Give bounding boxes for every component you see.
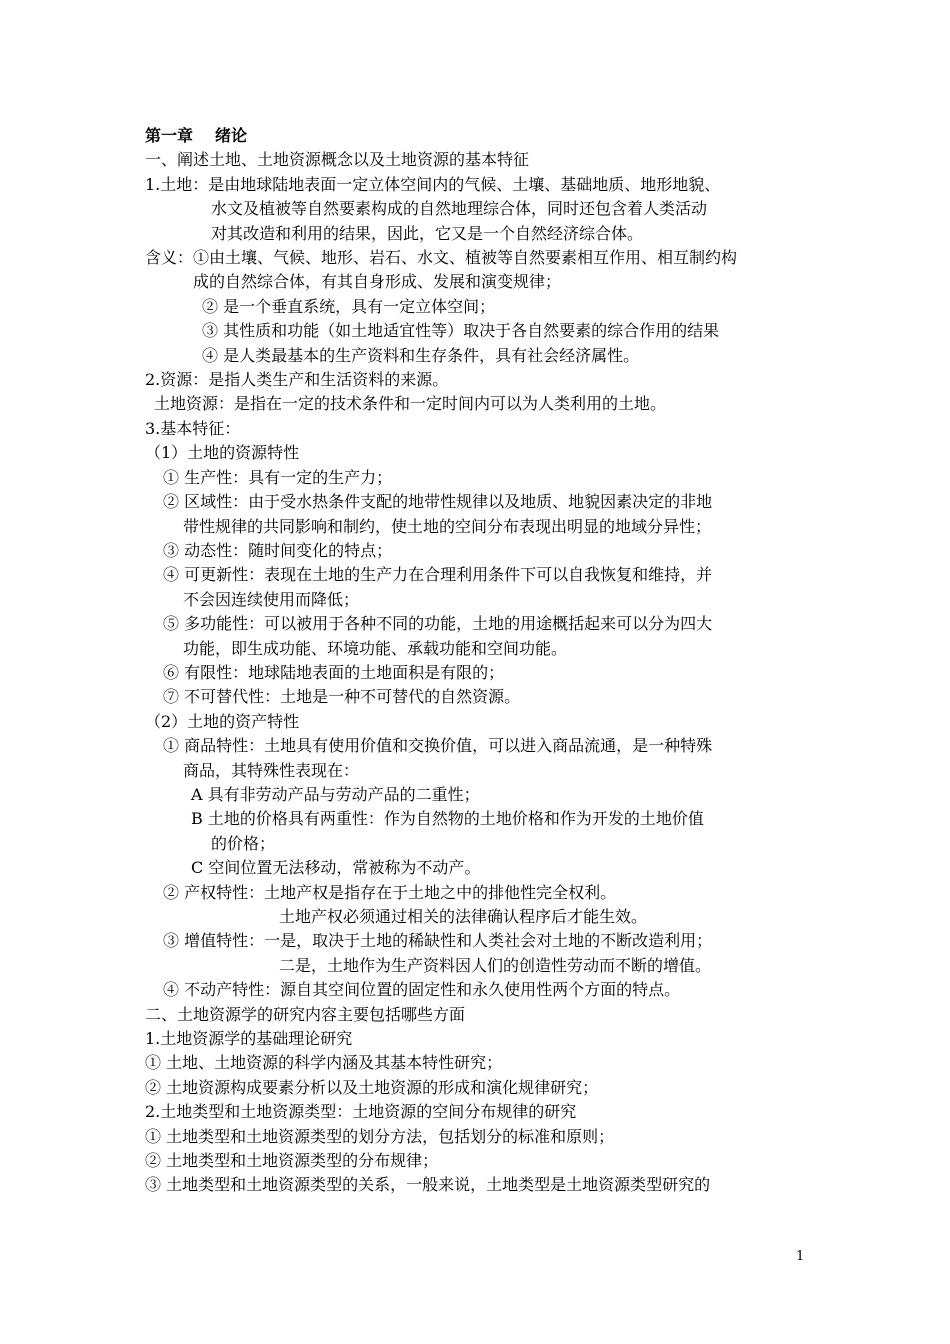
text-line: A 具有非劳动产品与劳动产品的二重性； — [191, 784, 480, 804]
text-line: 商品，其特殊性表现在： — [183, 760, 360, 780]
text-line: 含义：①由土壤、气候、地形、岩石、水文、植被等自然要素相互作用、相互制约构 — [145, 248, 738, 268]
text-line: ④ 可更新性：表现在土地的生产力在合理利用条件下可以自我恢复和维持，并 — [163, 565, 713, 585]
text-line: ③ 土地类型和土地资源类型的关系，一般来说，土地类型是土地资源类型研究的 — [145, 1175, 711, 1195]
text-line: 对其改造和利用的结果，因此，它又是一个自然经济综合体。 — [211, 223, 644, 243]
text-line: ② 产权特性：土地产权是指存在于土地之中的排他性完全权利。 — [163, 882, 617, 902]
text-line: （1）土地的资源特性 — [145, 443, 300, 463]
text-line: 2.资源：是指人类生产和生活资料的来源。 — [145, 370, 449, 390]
text-line: 2.土地类型和土地资源类型：土地资源的空间分布规律的研究 — [145, 1102, 577, 1122]
text-line: 3.基本特征： — [145, 418, 241, 438]
text-line: 一、阐述土地、土地资源概念以及土地资源的基本特征 — [145, 150, 530, 170]
text-line: ① 土地类型和土地资源类型的划分方法，包括划分的标准和原则； — [145, 1126, 615, 1146]
chapter-title: 绪论 — [215, 126, 248, 145]
text-line: ① 商品特性：土地具有使用价值和交换价值，可以进入商品流通，是一种特殊 — [163, 736, 713, 756]
text-line: ③ 动态性：随时间变化的特点； — [163, 540, 393, 560]
text-line: 二是，土地作为生产资料因人们的创造性劳动而不断的增值。 — [279, 955, 712, 975]
text-line: ② 区域性：由于受水热条件支配的地带性规律以及地质、地貌因素决定的非地 — [163, 492, 713, 512]
text-line: ① 生产性：具有一定的生产力； — [163, 467, 393, 487]
text-line: ④ 是人类最基本的生产资料和生存条件，具有社会经济属性。 — [202, 345, 640, 365]
text-line: ② 土地资源构成要素分析以及土地资源的形成和演化规律研究； — [145, 1077, 599, 1097]
text-line: 1.土地：是由地球陆地表面一定立体空间内的气候、土壤、基础地质、地形地貌、 — [145, 174, 721, 194]
text-line: 土地产权必须通过相关的法律确认程序后才能生效。 — [279, 907, 648, 926]
text-line: ② 土地类型和土地资源类型的分布规律； — [145, 1151, 439, 1171]
text-line: 1.土地资源学的基础理论研究 — [145, 1029, 353, 1049]
text-line: ⑦ 不可替代性：土地是一种不可替代的自然资源。 — [163, 687, 521, 707]
text-line: 成的自然综合体，有其自身形成、发展和演变规律； — [193, 272, 562, 292]
text-line: 功能，即生成功能、环境功能、承载功能和空间功能。 — [183, 638, 568, 658]
text-line: 带性规律的共同影响和制约，使土地的空间分布表现出明显的地域分异性； — [183, 516, 712, 536]
text-lines — [145, 148, 815, 1197]
text-line: 的价格； — [211, 833, 276, 853]
text-line: ⑤ 多功能性：可以被用于各种不同的功能，土地的用途概括起来可以分为四大 — [163, 614, 713, 634]
document-body — [145, 124, 815, 1198]
text-line: ① 土地、土地资源的科学内涵及其基本特性研究； — [145, 1053, 503, 1073]
text-line: ③ 其性质和功能（如土地适宜性等）取决于各自然要素的综合作用的结果 — [202, 321, 720, 341]
text-line: ⑥ 有限性：地球陆地表面的土地面积是有限的； — [163, 662, 505, 682]
text-line: 不会因连续使用而降低； — [183, 589, 360, 609]
chapter-heading — [145, 124, 815, 148]
text-line: ② 是一个垂直系统，具有一定立体空间； — [202, 296, 496, 316]
text-line: 土地资源：是指在一定的技术条件和一定时间内可以为人类利用的土地。 — [154, 394, 667, 414]
text-line: ③ 增值特性：一是，取决于土地的稀缺性和人类社会对土地的不断改造利用； — [163, 931, 713, 951]
chapter-number: 第一章 — [145, 126, 194, 145]
text-line: 二、土地资源学的研究内容主要包括哪些方面 — [145, 1004, 466, 1024]
text-line: B 土地的价格具有两重性：作为自然物的土地价格和作为开发的土地价值 — [191, 809, 704, 829]
text-line: （2）土地的资产特性 — [145, 711, 300, 731]
text-line: 水文及植被等自然要素构成的自然地理综合体，同时还包含着人类活动 — [211, 199, 708, 219]
text-line: ④ 不动产特性：源自其空间位置的固定性和永久使用性两个方面的特点。 — [163, 980, 681, 1000]
page-number: 1 — [796, 1249, 805, 1264]
text-line: C 空间位置无法移动，常被称为不动产。 — [191, 858, 481, 878]
